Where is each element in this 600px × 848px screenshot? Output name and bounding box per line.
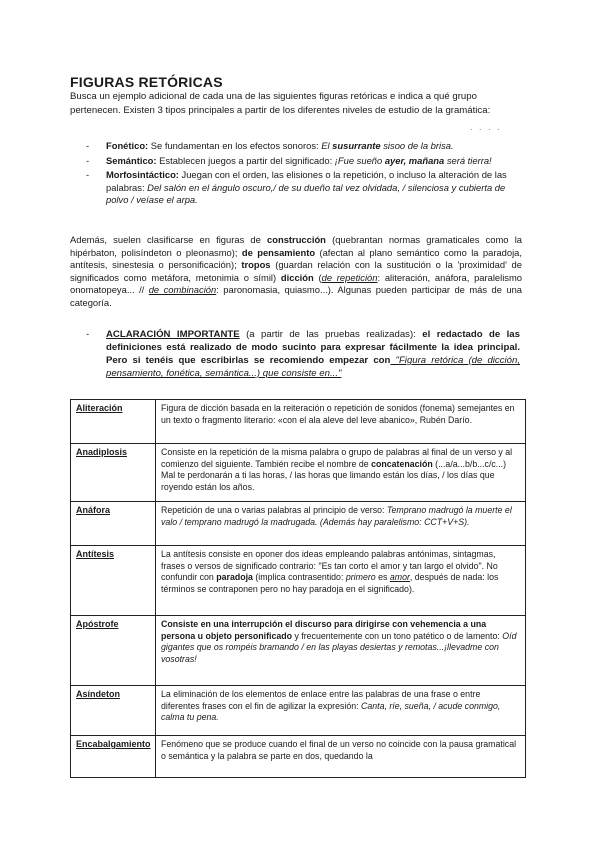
text-run: (guardan relación con la sustitución o la 'proximidad' de significados como metáfora, metonimia o símil) [70, 259, 522, 283]
definition-run: , después de nada: los términos se contraponen pero no hay paradoja en el significado). [161, 572, 499, 594]
keyword-combinacion: de combinación [148, 284, 217, 296]
definition-run: Fenómeno que se produce cuando el final de un verso no coincide con la pausa gramatical o semántica y la palabra se parte en dos, quedando la [161, 739, 517, 761]
intro-paragraph: Busca un ejemplo adicional de cada una de las siguientes figuras retóricas e indica a qué grupo pertenecen. Existen 3 tipos principales a partir de los diferentes niveles de estudio de la gramática: [70, 91, 491, 116]
text-run: : paronomasia, quiasmo...). Algunas pueden participar de más de una categoría. [70, 284, 522, 308]
definition-run: primero [345, 572, 376, 583]
definition-run: Consiste en una interrupción el discurso para dirigirse con vehemencia a una persona u objeto personificado [161, 619, 487, 641]
definition-run: La antítesis consiste en oponer dos ideas empleando palabras antónimas, sintagmas, frases o versos de significado contrario: "Es tan corto el amor y tan largo el olvido". No confundir con [161, 549, 498, 583]
type-label: Semántico: [106, 154, 157, 166]
text-run: ( [313, 271, 322, 283]
figure-definition [156, 444, 526, 502]
figure-definition [156, 502, 526, 546]
important-note [86, 328, 520, 380]
figure-definition [156, 736, 526, 778]
definition-run: paradoja [216, 572, 253, 583]
type-example-emphasis: ayer, mañana [384, 154, 445, 166]
type-example-emphasis: susurrante [332, 140, 381, 151]
table-row [71, 502, 526, 546]
figure-term: Apóstrofe [71, 616, 156, 686]
margin-dots: . . . . [470, 122, 502, 132]
type-text: Se fundamentan en los efectos sonoros: [148, 140, 322, 151]
figure-term: Aliteración [71, 400, 156, 444]
table-row [71, 686, 526, 736]
definition-run: Canta, ríe, sueña, / acude conmigo, calma tu pena. [161, 700, 501, 723]
type-example: Del salón en el ángulo oscuro,/ de su dueño tal vez olvidada, / silenciosa y cubierta de polvo / veíase el arpa. [106, 181, 506, 206]
table-row [71, 444, 526, 502]
text-run: (quebrantan normas gramaticales como la hipérbaton, polisíndeton o pleonasmo); [70, 234, 522, 258]
type-example: será tierra! [444, 154, 492, 166]
keyword-construccion: construcción [267, 234, 326, 245]
type-morphosyntactic [86, 169, 518, 207]
type-text: Establecen juegos a partir del significado: [156, 154, 335, 166]
figure-term: Antítesis [71, 546, 156, 616]
definition-run: (implica contrasentido: [252, 572, 346, 583]
type-semantic [86, 155, 518, 168]
text-run: (afectan al plano semántico como la paradoja, antítesis, sinestesia o personificación); [70, 246, 522, 271]
note-template: "Figura retórica (de dicción, pensamiento, fonética, semántica...) que consiste en..." [106, 355, 520, 379]
type-example: sisoo de la brisa. [380, 140, 454, 151]
figure-term: Anáfora [71, 502, 156, 546]
figure-definition [156, 546, 526, 616]
text-run: Además, suelen clasificarse en figuras de [70, 234, 268, 245]
definition-run: (...a/a...b/b...c/c...) Mal te perdonarán a ti las horas, / las horas que limando están los días, / los días que royendo están los años. [161, 458, 507, 492]
type-example: El [321, 140, 333, 151]
note-text: (a partir de las pruebas realizadas): [239, 329, 423, 340]
figure-definition [156, 616, 526, 686]
type-text: Juegan con el orden, las elisiones o la repetición, o incluso la alteración de las palabras: [106, 169, 507, 193]
definition-run: Consiste en la repetición de la misma palabra o grupo de palabras al final de un verso y al comienzo del siguiente. También recibe el nombre de [161, 447, 513, 469]
type-label: Morfosintáctico: [106, 169, 179, 181]
page-title: FIGURAS RETÓRICAS [70, 74, 223, 90]
figure-definition [156, 686, 526, 736]
table-row [71, 616, 526, 686]
note-dash: - [86, 329, 90, 340]
figure-term: Anadiplosis [71, 444, 156, 502]
definition-run: La eliminación de los elementos de enlace entre las palabras de una frase o entre diferentes frases con el fin de agilizar la expresión: [161, 689, 481, 711]
definition-run: concatenación [371, 458, 433, 469]
type-example: ¡Fue sueño [334, 154, 385, 166]
definition-run: Oíd gigantes que os rompéis bramando / en las playas desiertas y remotas...¡llevadme con vosotras! [161, 630, 517, 664]
keyword-repeticion: de repetición [321, 271, 378, 283]
figure-term: Encabalgamiento [71, 736, 156, 778]
classification-paragraph [70, 234, 522, 310]
table-row [71, 736, 526, 778]
note-heading: ACLARACIÓN IMPORTANTE [106, 329, 240, 340]
table-row [71, 546, 526, 616]
figure-term: Asíndeton [71, 686, 156, 736]
figure-definition [156, 400, 526, 444]
definition-run: amor [389, 572, 410, 583]
figure-types-list [86, 140, 518, 209]
type-label: Fonético: [106, 140, 149, 151]
table-row [71, 400, 526, 444]
keyword-diccion: dicción [280, 271, 314, 283]
text-run: : aliteración, anáfora, paralelismo onomatopeya... // [70, 271, 523, 296]
definition-run: Repetición de una o varias palabras al principio de verso: [161, 505, 387, 515]
definition-run: Figura de dicción basada en la reiteración o repetición de sonidos (fonema) semejantes en un texto o fragmento literario: «con el ala aleve del leve abanico», Rubén Darío. [161, 403, 515, 425]
definition-run: es [375, 572, 390, 583]
keyword-tropos: tropos [241, 259, 271, 271]
type-phonetic [86, 140, 518, 153]
note-text-bold: el redactado de las definiciones está realizado de modo sucinto para expresar fácilmente la idea principal. Pero si tenéis que escribirlas se recomiendo empezar con [106, 329, 520, 366]
keyword-pensamiento: de pensamiento [241, 246, 316, 258]
figures-table [70, 399, 526, 778]
definition-run: y frecuentemente con un tono patético o de lamento: [292, 630, 503, 641]
definition-run: Temprano madrugó la muerte el valo / temprano madrugó la madrugada. (Además hay paralelismo: CCT+V+S). [161, 505, 512, 527]
